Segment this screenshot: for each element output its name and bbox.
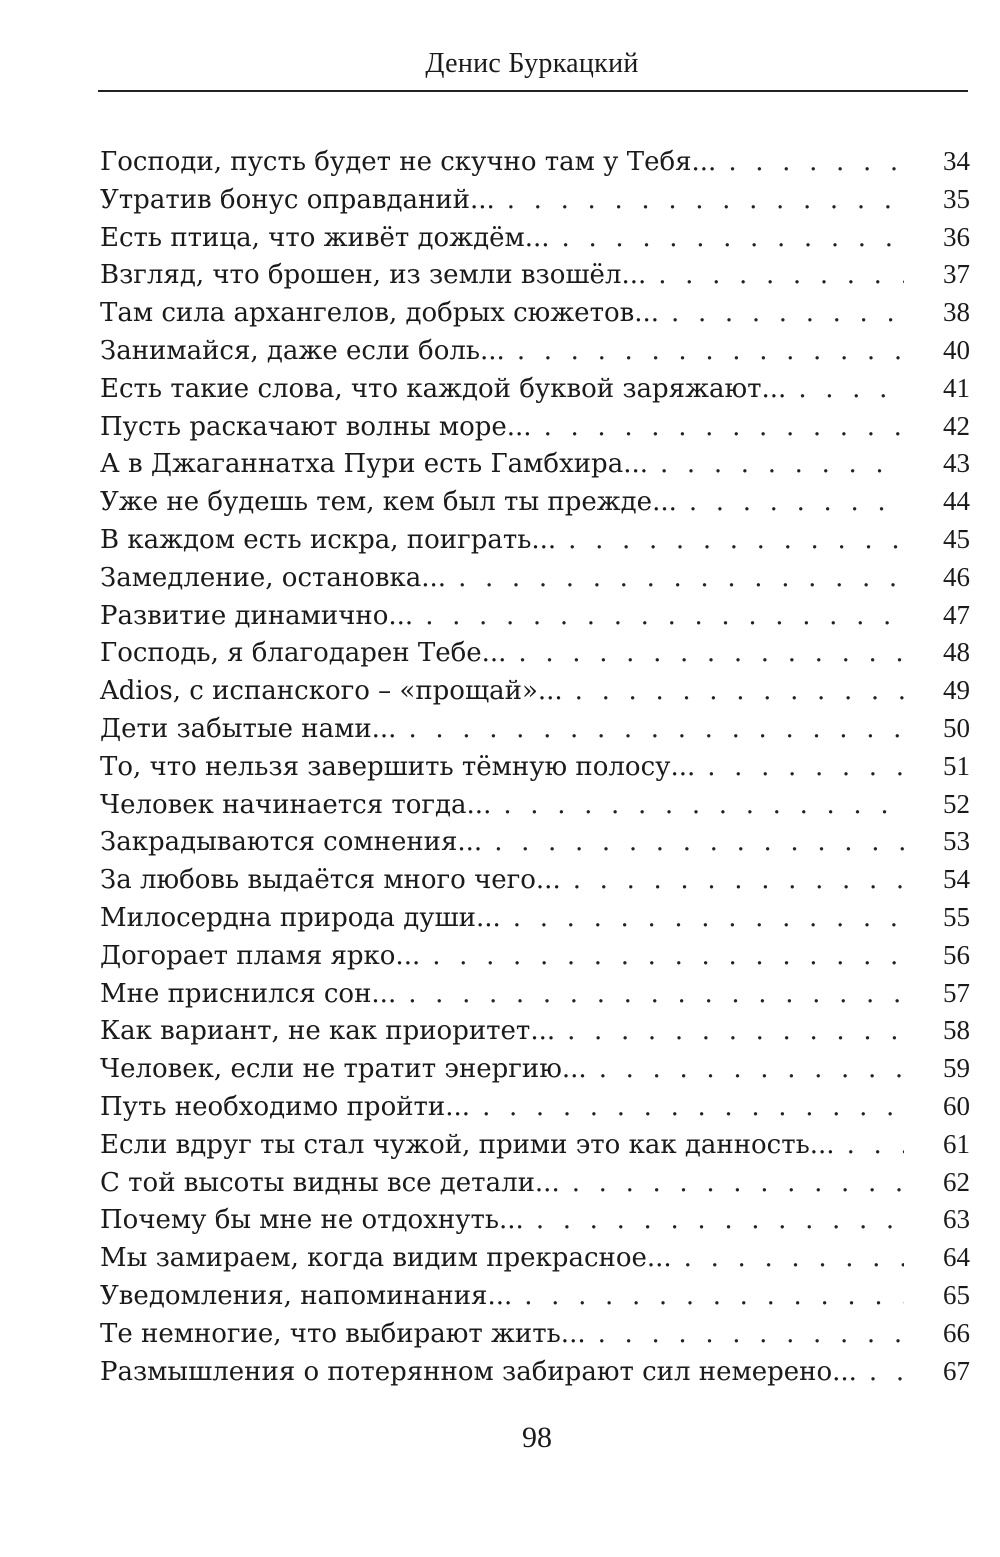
toc-entry-title: Догорает пламя ярко...	[100, 940, 421, 971]
toc-entry	[100, 748, 970, 786]
toc-entry-page: 62	[943, 1166, 970, 1197]
toc-entry-page: 43	[943, 448, 970, 479]
dot-leader	[408, 976, 904, 1014]
toc-entry-page: 54	[943, 864, 970, 895]
dot-leader	[847, 1127, 904, 1165]
toc-entry	[100, 445, 970, 483]
toc-entry	[100, 597, 970, 635]
toc-entry-title: Почему бы мне не отдохнуть...	[100, 1205, 524, 1236]
dot-leader	[728, 144, 904, 182]
table-of-contents	[100, 143, 970, 1390]
dot-leader	[544, 409, 904, 447]
dot-leader	[503, 787, 904, 825]
toc-entry	[100, 219, 970, 257]
toc-entry-page: 65	[943, 1279, 970, 1310]
dot-leader	[425, 598, 904, 636]
toc-entry	[100, 559, 970, 597]
dot-leader	[684, 1240, 904, 1278]
toc-entry	[100, 899, 970, 937]
toc-entry	[100, 672, 970, 710]
toc-entry-page: 64	[943, 1242, 970, 1273]
toc-entry-title: А в Джаганнатха Пури есть Гамбхира...	[100, 449, 648, 480]
dot-leader	[575, 673, 904, 711]
toc-entry-title: То, что нельзя завершить тёмную полосу...	[100, 751, 696, 782]
toc-entry-page: 48	[943, 637, 970, 668]
toc-entry	[100, 1164, 970, 1202]
toc-entry-page: 53	[943, 826, 970, 857]
toc-entry-title: Человек начинается тогда...	[100, 789, 492, 820]
toc-entry	[100, 483, 970, 521]
toc-entry-title: Утратив бонус оправданий...	[100, 184, 495, 215]
toc-entry-title: Господь, я благодарен Тебе...	[100, 638, 507, 669]
toc-entry-page: 58	[943, 1015, 970, 1046]
toc-entry-page: 44	[943, 486, 970, 517]
toc-entry	[100, 1088, 970, 1126]
toc-entry	[100, 1315, 970, 1353]
toc-entry-title: Господи, пусть будет не скучно там у Тебя...	[100, 147, 717, 177]
toc-entry-title: Пусть раскачают волны море...	[100, 411, 532, 442]
toc-entry	[100, 1353, 970, 1391]
toc-entry	[100, 1050, 970, 1088]
toc-entry-title: В каждом есть искра, поиграть...	[100, 524, 557, 555]
toc-entry	[100, 861, 970, 899]
toc-entry	[100, 937, 970, 975]
toc-entry-page: 55	[943, 901, 970, 932]
toc-entry	[100, 143, 970, 181]
toc-entry-page: 50	[943, 712, 970, 743]
dot-leader	[568, 522, 904, 560]
toc-entry-page: 45	[943, 523, 970, 554]
toc-entry-page: 49	[943, 675, 970, 706]
toc-entry-page: 41	[943, 372, 970, 403]
toc-entry-title: Там сила архангелов, добрых сюжетов...	[100, 298, 660, 329]
toc-entry	[100, 1239, 970, 1277]
toc-entry	[100, 823, 970, 861]
toc-entry-title: Если вдруг ты стал чужой, прими это как данность...	[100, 1129, 835, 1160]
dot-leader	[689, 484, 904, 522]
toc-entry	[100, 370, 970, 408]
dot-leader	[671, 295, 904, 333]
page-number: 98	[522, 1421, 552, 1454]
toc-entry-title: Adios, с испанского – «прощай»...	[100, 676, 563, 707]
toc-entry-title: Есть птица, что живёт дождём...	[100, 222, 550, 253]
dot-leader	[572, 1165, 904, 1203]
dot-leader	[408, 711, 904, 749]
toc-entry	[100, 710, 970, 748]
toc-entry	[100, 332, 970, 370]
dot-leader	[513, 900, 904, 938]
toc-entry	[100, 181, 970, 219]
dot-leader	[507, 182, 904, 220]
toc-entry-page: 34	[943, 146, 970, 176]
toc-entry-title: Закрадываются сомнения...	[100, 827, 483, 858]
toc-entry-title: Мне приснился сон...	[100, 978, 397, 1009]
toc-entry-title: Человек, если не тратит энергию...	[100, 1054, 587, 1085]
running-head-author: Денис Буркацкий	[425, 48, 639, 79]
toc-entry-title: Как вариант, не как приоритет...	[100, 1016, 556, 1047]
dot-leader	[869, 1354, 904, 1392]
dot-leader	[536, 1202, 904, 1240]
toc-entry-title: Те немногие, что выбирают жить...	[100, 1318, 586, 1349]
toc-entry	[100, 975, 970, 1013]
toc-entry	[100, 408, 970, 446]
toc-entry-page: 51	[943, 750, 970, 781]
dot-leader	[658, 257, 904, 295]
toc-entry-page: 47	[943, 599, 970, 630]
toc-entry-page: 46	[943, 561, 970, 592]
toc-entry	[100, 256, 970, 294]
toc-entry	[100, 1201, 970, 1239]
toc-entry-title: Уже не будешь тем, кем был ты прежде...	[100, 487, 677, 518]
dot-leader	[567, 1013, 904, 1051]
dot-leader	[432, 938, 904, 976]
toc-entry-page: 40	[943, 334, 970, 365]
toc-entry-page: 61	[943, 1128, 970, 1159]
toc-entry-title: Есть такие слова, что каждой буквой заряжают...	[100, 373, 787, 404]
dot-leader	[518, 635, 904, 673]
toc-entry-page: 37	[943, 259, 970, 290]
toc-entry	[100, 294, 970, 332]
toc-entry-page: 52	[943, 788, 970, 819]
toc-entry-page: 42	[943, 410, 970, 441]
toc-entry-page: 35	[943, 183, 970, 214]
dot-leader	[599, 1051, 904, 1089]
toc-entry-page: 60	[943, 1090, 970, 1121]
toc-entry	[100, 1012, 970, 1050]
toc-entry-title: Замедление, остановка...	[100, 562, 447, 593]
toc-entry-title: Развитие динамично...	[100, 600, 414, 631]
dot-leader	[707, 749, 904, 787]
dot-leader	[524, 1278, 904, 1316]
toc-entry	[100, 521, 970, 559]
dot-leader	[660, 446, 904, 484]
toc-entry-title: Дети забытые нами...	[100, 713, 397, 744]
toc-entry-title: Занимайся, даже если боль...	[100, 335, 505, 366]
dot-leader	[458, 560, 904, 598]
dot-leader	[562, 220, 904, 258]
toc-entry-title: Путь необходимо пройти...	[100, 1091, 471, 1122]
toc-entry-page: 63	[943, 1204, 970, 1235]
toc-entry-page: 57	[943, 977, 970, 1008]
toc-entry-title: Мы замираем, когда видим прекрасное...	[100, 1243, 672, 1274]
toc-entry-title: Милосердна природа души...	[100, 902, 501, 933]
toc-entry-title: Уведомления, напоминания...	[100, 1280, 513, 1311]
header-rule	[98, 90, 968, 92]
dot-leader	[798, 371, 904, 409]
toc-entry-title: Взгляд, что брошен, из земли взошёл...	[100, 260, 647, 291]
dot-leader	[517, 333, 904, 371]
dot-leader	[494, 824, 904, 862]
toc-entry-title: За любовь выдаётся много чего...	[100, 865, 561, 896]
toc-entry	[100, 786, 970, 824]
toc-entry-page: 38	[943, 297, 970, 328]
toc-entry-page: 67	[943, 1355, 970, 1386]
toc-entry	[100, 634, 970, 672]
dot-leader	[573, 862, 904, 900]
toc-entry-page: 56	[943, 939, 970, 970]
toc-entry	[100, 1126, 970, 1164]
toc-entry-title: С той высоты видны все детали...	[100, 1167, 560, 1198]
toc-entry-title: Размышления о потерянном забирают сил немерено...	[100, 1356, 857, 1387]
toc-entry-page: 66	[943, 1317, 970, 1348]
dot-leader	[598, 1316, 904, 1354]
toc-entry-page: 36	[943, 221, 970, 252]
toc-entry-page: 59	[943, 1053, 970, 1084]
dot-leader	[482, 1089, 904, 1127]
toc-entry	[100, 1277, 970, 1315]
